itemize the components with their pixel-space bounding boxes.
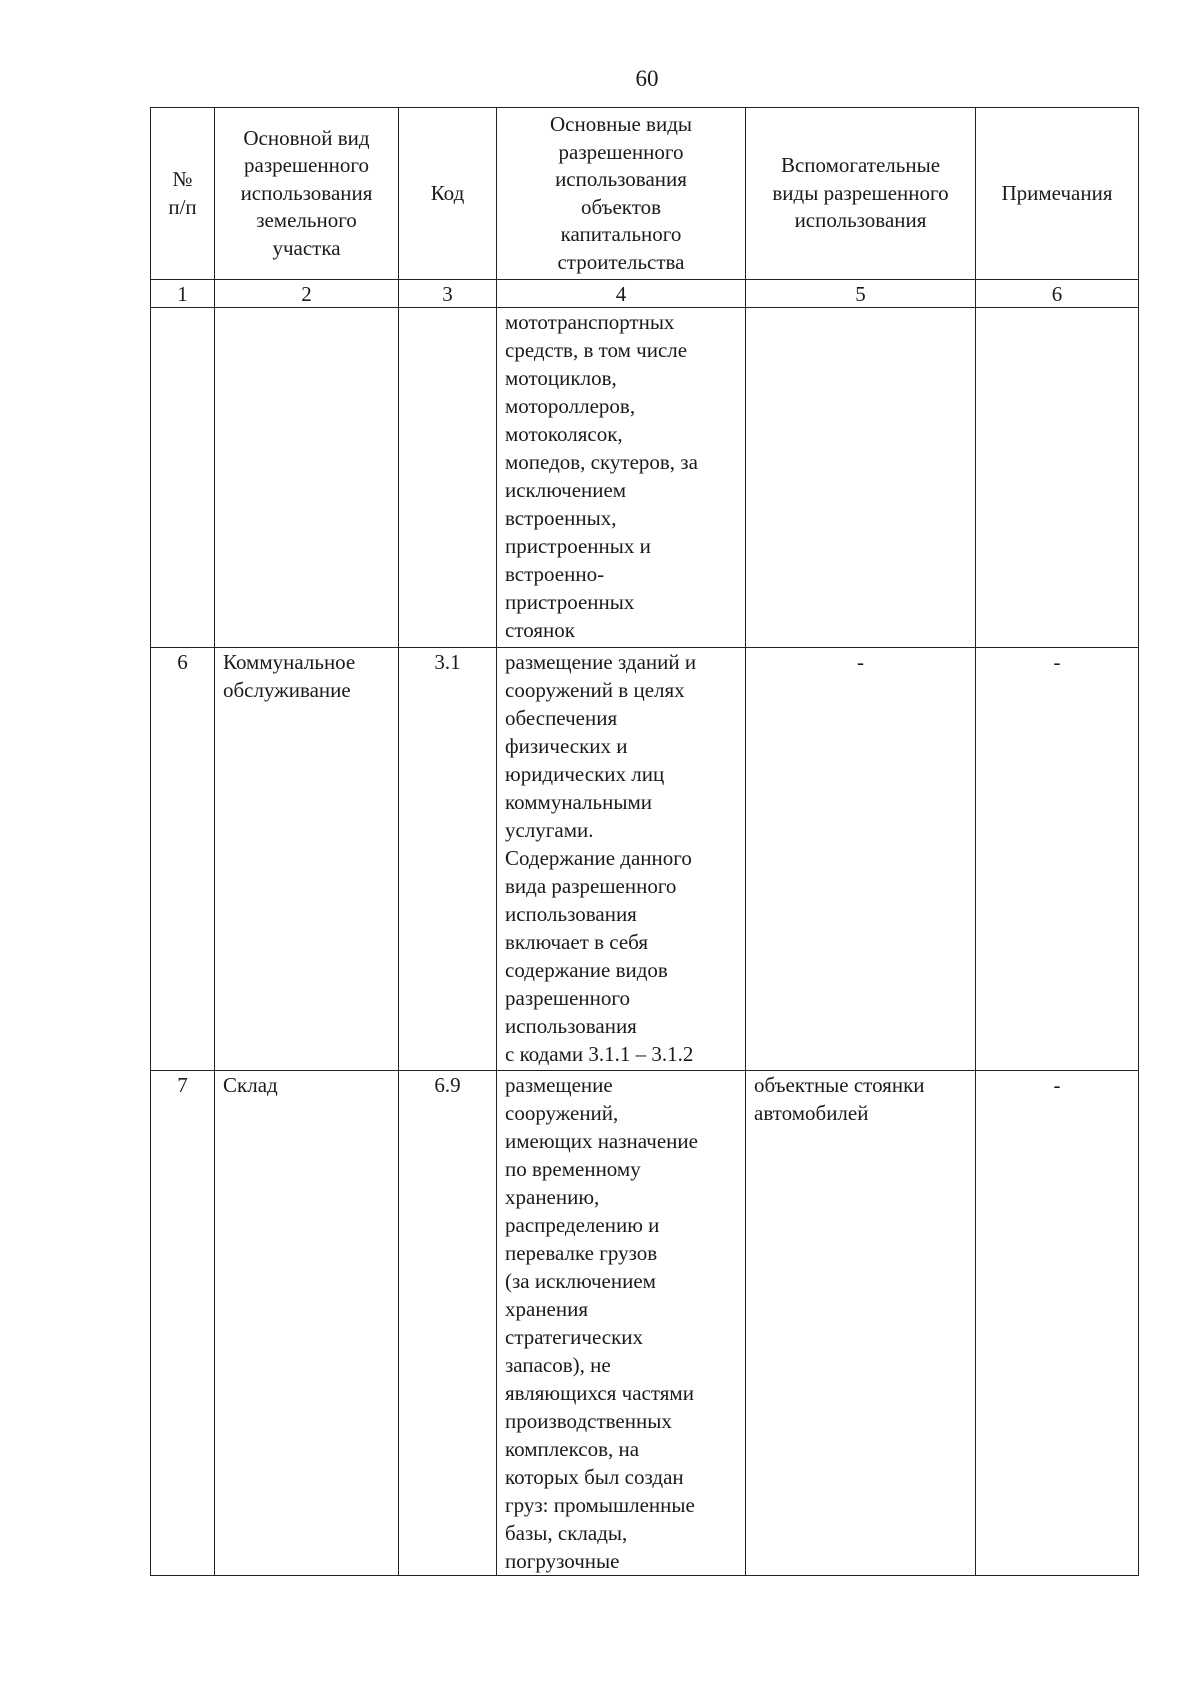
column-number: 5 [746,280,976,308]
table-header-row [151,108,1139,280]
row-number: 6 [151,648,215,1071]
row-aux-types [746,308,976,648]
row-code [399,308,497,648]
row-notes [976,308,1139,648]
header-notes: Примечания [976,108,1139,280]
row-notes: - [976,1071,1139,1576]
row-aux-types: - [746,648,976,1071]
row-oks-types: мототранспортных средств, в том числе мотоциклов, мотороллеров, мотоколясок, мопедов, скутеров, за исключением встроенных, пристроенных и встроенно- пристроенных стоянок [497,308,746,648]
header-aux-types: Вспомогательные виды разрешенного использования [746,108,976,280]
column-number: 3 [399,280,497,308]
row-main-type: Коммунальное обслуживание [215,648,399,1071]
row-code: 6.9 [399,1071,497,1576]
row-oks-types: размещение сооружений, имеющих назначение по временному хранению, распределению и перевалке грузов (за исключением хранения стратегических запасов), не являющихся частями производственных комплексов, на которых был создан груз: промышленные базы, склады, погрузочные [497,1071,746,1576]
header-number: № п/п [151,108,215,280]
table-row [151,648,1139,1071]
table-row [151,308,1139,648]
row-notes: - [976,648,1139,1071]
column-number: 6 [976,280,1139,308]
column-number: 2 [215,280,399,308]
row-number: 7 [151,1071,215,1576]
column-number-row [151,280,1139,308]
header-code: Код [399,108,497,280]
page-number: 60 [635,66,659,91]
column-number: 4 [497,280,746,308]
row-main-type [215,308,399,648]
row-aux-types: объектные стоянки автомобилей [746,1071,976,1576]
header-oks-types: Основные виды разрешенного использования объектов капитального строительства [497,108,746,280]
row-number [151,308,215,648]
row-oks-types: размещение зданий и сооружений в целях обеспечения физических и юридических лиц коммунальными услугами. Содержание данного вида разрешенного использования включает в себя содержание видов разрешенного использования с кодами 3.1.1 – 3.1.2 [497,648,746,1071]
header-main-type: Основной вид разрешенного использования земельного участка [215,108,399,280]
row-code: 3.1 [399,648,497,1071]
row-main-type: Склад [215,1071,399,1576]
land-use-table [150,107,1139,1576]
table-row [151,1071,1139,1576]
column-number: 1 [151,280,215,308]
